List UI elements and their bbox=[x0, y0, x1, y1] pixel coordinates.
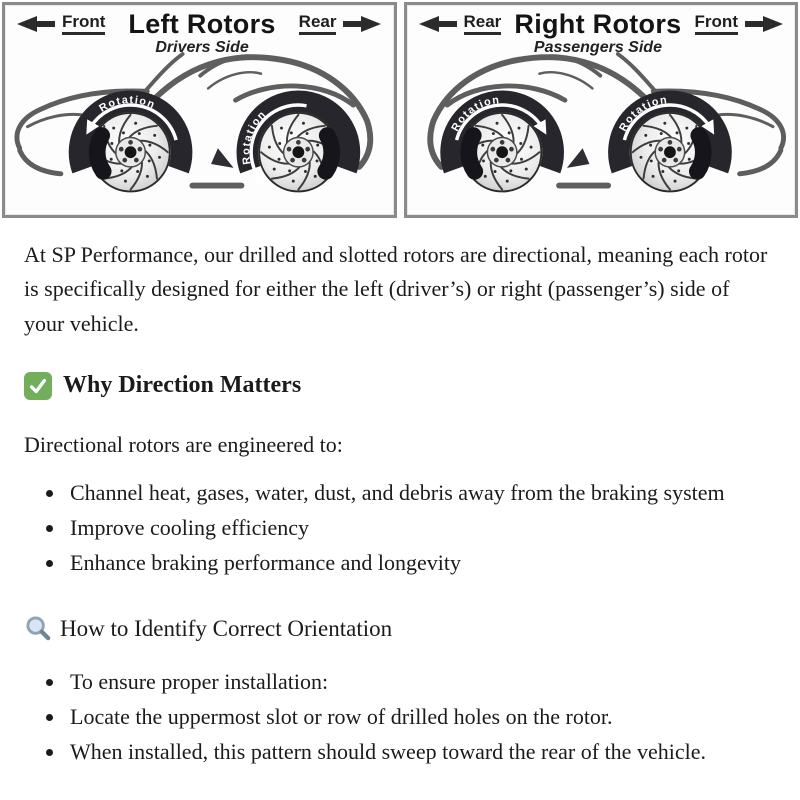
rear-label: Rear bbox=[299, 13, 337, 35]
right-arrow-icon bbox=[341, 16, 381, 32]
left-panel-header bbox=[17, 10, 382, 57]
why-section-list bbox=[24, 476, 770, 581]
rotation-label: Rotation bbox=[616, 93, 669, 134]
panel-title: Left Rotors bbox=[128, 9, 276, 39]
list-item: • Locate the uppermost slot or row of drilled holes on the rotor. bbox=[66, 700, 766, 734]
front-direction-label bbox=[695, 13, 783, 35]
left-arrow-icon bbox=[419, 16, 459, 32]
rear-label: Rear bbox=[464, 13, 502, 35]
right-panel-title-block bbox=[514, 10, 681, 57]
check-mark-icon bbox=[24, 372, 52, 400]
rear-direction-label bbox=[299, 13, 382, 35]
panel-title: Right Rotors bbox=[514, 9, 682, 39]
heading-text: Why Direction Matters bbox=[63, 371, 302, 398]
right-arrow-icon bbox=[743, 16, 783, 32]
rotation-label: Rotation bbox=[448, 93, 501, 134]
identify-section-list bbox=[24, 665, 770, 770]
list-item: • Improve cooling efficiency bbox=[66, 511, 766, 545]
front-direction-label bbox=[17, 13, 105, 35]
list-item: • When installed, this pattern should sweep toward the rear of the vehicle. bbox=[66, 735, 766, 769]
front-label: Front bbox=[695, 13, 738, 35]
panel-subtitle: Passengers Side bbox=[533, 39, 662, 57]
identify-orientation-heading bbox=[24, 611, 770, 647]
rotation-label: Rotation bbox=[97, 93, 158, 115]
rotor-diagram bbox=[0, 0, 800, 218]
left-arrow-icon bbox=[17, 16, 57, 32]
panel-left-rotors bbox=[2, 2, 397, 218]
panel-subtitle: Drivers Side bbox=[155, 39, 249, 57]
intro-paragraph: At SP Performance, our drilled and slotted rotors are directional, meaning each rotor is specifically designed for either the left (driver’s) or right (passenger’s) side of your vehicle. bbox=[24, 242, 768, 336]
heading-text: How to Identify Correct Orientation bbox=[60, 615, 393, 641]
panel-right-rotors bbox=[404, 2, 799, 218]
right-panel-header bbox=[419, 10, 784, 57]
list-item: • Enhance braking performance and longevity bbox=[66, 546, 766, 580]
why-direction-matters-heading bbox=[24, 367, 770, 404]
article bbox=[0, 218, 800, 769]
front-label: Front bbox=[62, 13, 105, 35]
list-item: • To ensure proper installation: bbox=[66, 665, 766, 699]
rear-direction-label bbox=[419, 13, 502, 35]
list-item: • Channel heat, gases, water, dust, and debris away from the braking system bbox=[66, 476, 766, 510]
left-panel-title-block bbox=[128, 10, 275, 57]
magnifying-glass-icon bbox=[24, 615, 52, 643]
why-section-lead: Directional rotors are engineered to: bbox=[24, 432, 343, 458]
rotation-label: Rotation bbox=[240, 108, 269, 166]
